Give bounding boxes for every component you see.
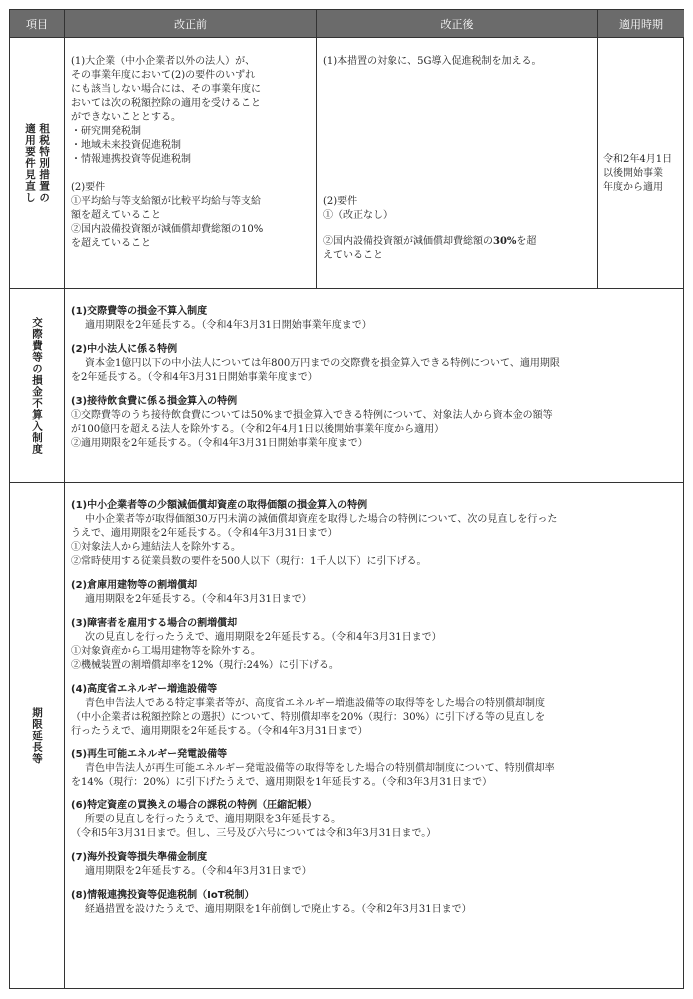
text-line: (1)本措置の対象に、5G導入促進税制を加える。 xyxy=(323,56,542,67)
list-item: ・地域未来投資促進税制 xyxy=(71,140,181,151)
row-label-extension-text: 期限延長等 xyxy=(31,706,44,765)
row1-period-cell xyxy=(603,153,683,195)
text-line: ②適用期限を2年延長する。（令和4年3月31日開始事業年度まで） xyxy=(71,438,368,449)
row-label-requirements-col1: 租税特別措置の xyxy=(38,122,51,204)
column-divider xyxy=(64,10,65,988)
header-item: 項目 xyxy=(10,10,64,37)
row3-content-cell xyxy=(71,499,683,917)
row-divider xyxy=(10,37,683,38)
list-item: ・研究開発税制 xyxy=(71,126,141,137)
column-divider xyxy=(316,10,317,288)
text-line: ①平均給与等支給額が比較平均給与等支給 xyxy=(71,196,261,207)
text-line xyxy=(323,235,593,249)
section-title: (3)接待飲食費に係る損金算入の特例 xyxy=(71,396,238,407)
header-after: 改正後 xyxy=(317,10,597,37)
section-title: (3)障害者を雇用する場合の割増償却 xyxy=(71,618,238,629)
text-line: ②国内設備投資額が減価償却費総額の10% xyxy=(71,224,264,235)
section-title: (4)高度省エネルギー増進設備等 xyxy=(71,684,218,695)
row-label-extension xyxy=(10,483,64,988)
requirements-title: (2)要件 xyxy=(323,196,358,207)
text-line: 額を超えていること xyxy=(71,210,161,221)
row-label-requirements xyxy=(10,38,64,288)
requirements-title: (2)要件 xyxy=(71,182,106,193)
section-title: (8)情報連携投資等促進税制（IoT税制） xyxy=(71,890,255,901)
section-title: (7)海外投資等損失準備金制度 xyxy=(71,852,208,863)
section-title: (2)倉庫用建物等の割増償却 xyxy=(71,580,198,591)
text-line: ができないこととする。 xyxy=(71,112,181,123)
text-line: 次の見直しを行ったうえで、適用期限を2年延長する。（令和4年3月31日まで） xyxy=(85,632,442,643)
text-line: えていること xyxy=(323,250,383,261)
text-line: 適用期限を2年延長する。（令和4年3月31日開始事業年度まで） xyxy=(85,320,372,331)
text-line: おいては次の税額控除の適用を受けること xyxy=(71,98,261,109)
text-line: うえで、適用期限を2年延長する。（令和4年3月31日まで） xyxy=(71,528,338,539)
text-line: 年度から適用 xyxy=(603,182,663,193)
text-line: ②常時使用する従業員数の要件を500人以下（現行：1千人以下）に引下げる。 xyxy=(71,556,427,567)
column-divider xyxy=(597,10,598,288)
text-fragment: ②国内設備投資額が減価償却費総額の xyxy=(323,236,493,247)
text-line: 以後開始事業 xyxy=(603,168,663,179)
row-label-entertainment xyxy=(10,289,64,482)
text-line: 資本金1億円以下の中小法人については年800万円までの交際費を損金算入できる特例について、適用期限 xyxy=(85,358,560,369)
text-line: 青色申告法人が再生可能エネルギー発電設備等の取得等をした場合の特別償却制度について、特別償却率 xyxy=(85,763,555,774)
text-line: 経過措置を設けたうえで、適用期限を1年前倒しで廃止する。（令和2年3月31日まで） xyxy=(85,904,472,915)
row-label-requirements-col2: 適用要件見直し xyxy=(24,122,36,204)
section-title: (5)再生可能エネルギー発電設備等 xyxy=(71,749,228,760)
section-title: (2)中小法人に係る特例 xyxy=(71,344,178,355)
text-line: （令和5年3月31日まで。但し、三号及び六号については令和3年3月31日まで。） xyxy=(71,828,437,839)
row-divider xyxy=(10,482,683,483)
text-line: 適用期限を2年延長する。（令和4年3月31日まで） xyxy=(85,866,312,877)
text-line: ①（改正なし） xyxy=(323,210,393,221)
text-line: （中小企業者は税額控除との選択）について、特別償却率を20%（現行：30%）に引下げる等の見直しを xyxy=(71,712,546,723)
text-line: ①対象資産から工場用建物等を除外する。 xyxy=(71,646,261,657)
text-line: 青色申告法人である特定事業者等が、高度省エネルギー増進設備等の取得等をした場合の特別償却制度 xyxy=(85,698,545,709)
section-title: (1)中小企業者等の少額減価償却資産の取得価額の損金算入の特例 xyxy=(71,500,368,511)
tax-reform-table xyxy=(9,9,684,989)
text-line: ①対象法人から連結法人を除外する。 xyxy=(71,542,241,553)
text-line: 適用期限を2年延長する。（令和4年3月31日まで） xyxy=(85,594,312,605)
list-item: ・情報連携投資等促進税制 xyxy=(71,154,191,165)
text-line: ①交際費等のうち接待飲食費については50%まで損金算入できる特例について、対象法人から資本金の額等 xyxy=(71,410,553,421)
header-period: 適用時期 xyxy=(598,10,684,37)
text-line: ②機械装置の割増償却率を12%（現行:24%）に引下げる。 xyxy=(71,660,339,671)
text-line: を超えていること xyxy=(71,238,151,249)
text-line: が100億円を超える法人を除外する。（令和2年4月1日以後開始事業年度から適用） xyxy=(71,424,445,435)
section-title: (1)交際費等の損金不算入制度 xyxy=(71,306,208,317)
text-line: にも該当しない場合には、その事業年度に xyxy=(71,84,261,95)
text-line: 中小企業者等が取得価額30万円未満の減価償却資産を取得した場合の特例について、次の見直しを行った xyxy=(85,514,558,525)
text-line: 行ったうえで、適用期限を2年延長する。（令和4年3月31日まで） xyxy=(71,726,368,737)
section-title: (6)特定資産の買換えの場合の課税の特例（圧縮記帳） xyxy=(71,800,318,811)
row-label-entertainment-text: 交際費等の損金不算入制度 xyxy=(31,316,44,455)
text-line: 令和2年4月1日 xyxy=(603,154,673,165)
row2-content-cell xyxy=(71,305,683,451)
row1-after-cell xyxy=(323,55,593,263)
row-divider xyxy=(10,288,683,289)
highlight-30-percent: 30% xyxy=(493,236,517,247)
row1-before-cell xyxy=(71,55,311,251)
text-line: 所要の見直しを行ったうえで、適用期限を3年延長する。 xyxy=(85,814,342,825)
text-line: その事業年度において(2)の要件のいずれ xyxy=(71,70,256,81)
header-before: 改正前 xyxy=(65,10,316,37)
text-line: (1)大企業（中小企業者以外の法人）が、 xyxy=(71,56,256,67)
text-line: を2年延長する。（令和4年3月31日開始事業年度まで） xyxy=(71,372,318,383)
text-fragment: を超 xyxy=(516,236,537,247)
text-line: を14%（現行：20%）に引下げたうえで、適用期限を1年延長する。（令和3年3月31日まで） xyxy=(71,777,493,788)
